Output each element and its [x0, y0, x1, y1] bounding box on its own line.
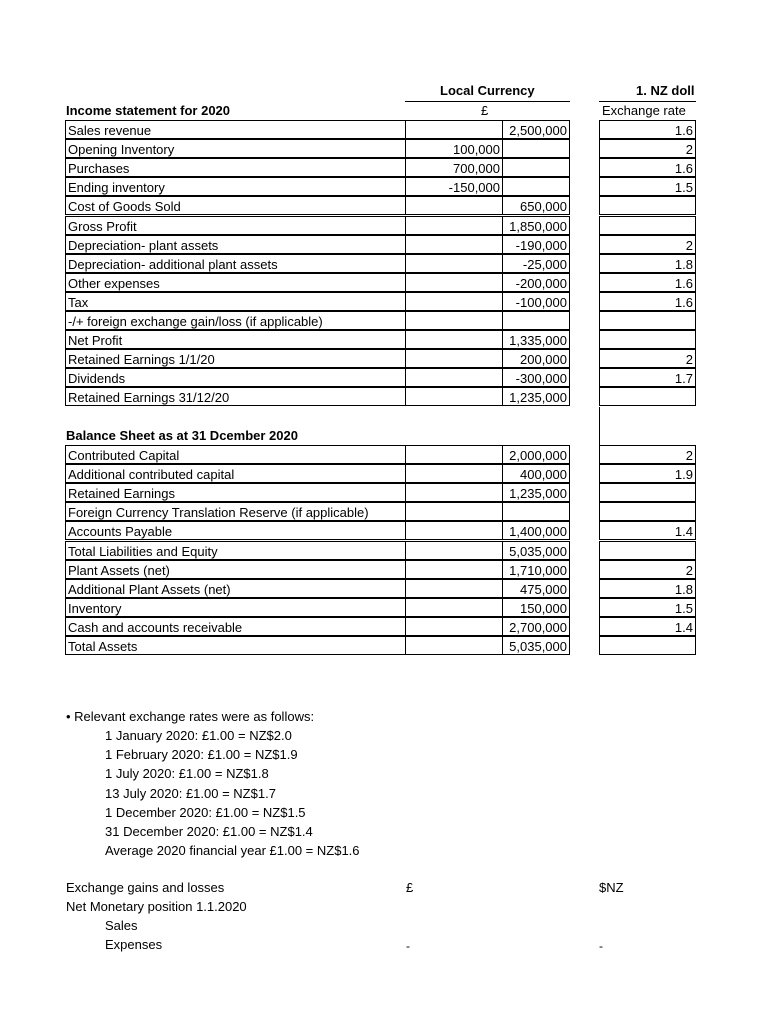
exchange-rate-cell[interactable]: 2: [599, 139, 696, 158]
exchange-rate-header: Exchange rate: [602, 103, 686, 118]
exchange-rate-cell[interactable]: 1.5: [599, 598, 696, 617]
exchange-rate-cell[interactable]: [599, 502, 696, 521]
fx-section-title: Exchange gains and losses: [66, 880, 225, 895]
total-amount-cell[interactable]: 5,035,000: [502, 541, 570, 560]
exchange-rate-cell[interactable]: 2: [599, 560, 696, 579]
row-label-total-assets[interactable]: Total Assets: [65, 636, 406, 655]
table-row: [0, 139, 768, 158]
detail-amount-cell[interactable]: [405, 254, 503, 273]
detail-amount-cell[interactable]: [405, 349, 503, 368]
table-row: [0, 445, 768, 464]
total-amount-cell[interactable]: 1,235,000: [502, 483, 570, 502]
table-row: [0, 368, 768, 387]
exchange-rate-cell[interactable]: 2: [599, 235, 696, 254]
row-label-ending-inventory[interactable]: Ending inventory: [65, 177, 406, 196]
exchange-rate-cell[interactable]: [599, 330, 696, 349]
row-label-depreciation-plant-assets[interactable]: Depreciation- plant assets: [65, 235, 406, 254]
detail-amount-cell[interactable]: [405, 330, 503, 349]
table-row: [0, 273, 768, 292]
total-amount-cell[interactable]: [502, 158, 570, 177]
table-row: [0, 311, 768, 330]
fx-gbp-header: £: [406, 880, 414, 895]
row-label-additional-contributed-capital[interactable]: Additional contributed capital: [65, 464, 406, 483]
table-row: [0, 216, 768, 235]
exchange-rate-cell[interactable]: 1.6: [599, 292, 696, 311]
row-label-retained-earnings-1-1-20[interactable]: Retained Earnings 1/1/20: [65, 349, 406, 368]
exchange-rate-cell[interactable]: 1.8: [599, 579, 696, 598]
table-row: [0, 617, 768, 636]
detail-amount-cell[interactable]: [405, 464, 503, 483]
rate-note: 1 July 2020: £1.00 = NZ$1.8: [105, 766, 269, 781]
exchange-rate-cell[interactable]: 1.5: [599, 177, 696, 196]
exchange-rate-cell[interactable]: [599, 196, 696, 215]
exchange-rate-cell[interactable]: [599, 541, 696, 560]
table-row: [0, 560, 768, 579]
exchange-rate-cell[interactable]: [599, 387, 696, 406]
table-row: [0, 387, 768, 406]
row-label-tax[interactable]: Tax: [65, 292, 406, 311]
fx-row-label: Sales: [105, 918, 138, 933]
table-row: [0, 636, 768, 655]
row-label-total-liabilities-and-equity[interactable]: Total Liabilities and Equity: [65, 541, 406, 560]
table-row: [0, 464, 768, 483]
detail-amount-cell[interactable]: -150,000: [405, 177, 503, 196]
rate-note: 1 January 2020: £1.00 = NZ$2.0: [105, 728, 292, 743]
row-label-foreign-exchange-gain-loss-if-applicable[interactable]: -/+ foreign exchange gain/loss (if applicable): [65, 311, 406, 330]
fx-nzd-sign: -: [599, 939, 603, 953]
rate-note: 1 February 2020: £1.00 = NZ$1.9: [105, 747, 298, 762]
row-label-additional-plant-assets-net[interactable]: Additional Plant Assets (net): [65, 579, 406, 598]
fx-row-label: Net Monetary position 1.1.2020: [66, 899, 247, 914]
detail-amount-cell[interactable]: [405, 541, 503, 560]
total-amount-cell[interactable]: 2,000,000: [502, 445, 570, 464]
total-amount-cell[interactable]: -300,000: [502, 368, 570, 387]
total-amount-cell[interactable]: 2,700,000: [502, 617, 570, 636]
total-amount-cell[interactable]: 5,035,000: [502, 636, 570, 655]
exchange-rate-cell[interactable]: 2: [599, 445, 696, 464]
detail-amount-cell[interactable]: [405, 216, 503, 235]
table-row: [0, 483, 768, 502]
balance-sheet-title: Balance Sheet as at 31 Dcember 2020: [66, 428, 298, 443]
total-amount-cell[interactable]: -190,000: [502, 235, 570, 254]
detail-amount-cell[interactable]: [405, 196, 503, 215]
exchange-rate-cell[interactable]: 1.6: [599, 158, 696, 177]
currency-symbol-header: £: [481, 103, 489, 118]
row-label-depreciation-additional-plant-assets[interactable]: Depreciation- additional plant assets: [65, 254, 406, 273]
exchange-rate-cell[interactable]: 1.8: [599, 254, 696, 273]
detail-amount-cell[interactable]: [405, 636, 503, 655]
detail-amount-cell[interactable]: [405, 120, 503, 139]
detail-amount-cell[interactable]: 100,000: [405, 139, 503, 158]
table-row: [0, 579, 768, 598]
total-amount-cell[interactable]: 150,000: [502, 598, 570, 617]
total-amount-cell[interactable]: -25,000: [502, 254, 570, 273]
rate-column-connector: [599, 407, 600, 447]
total-amount-cell[interactable]: 1,850,000: [502, 216, 570, 235]
rate-note: 1 December 2020: £1.00 = NZ$1.5: [105, 805, 306, 820]
detail-amount-cell[interactable]: [405, 235, 503, 254]
exchange-rate-cell[interactable]: [599, 311, 696, 330]
detail-amount-cell[interactable]: [405, 273, 503, 292]
rate-note: Average 2020 financial year £1.00 = NZ$1.6: [105, 843, 360, 858]
exchange-rate-cell[interactable]: 1.7: [599, 368, 696, 387]
detail-amount-cell[interactable]: [405, 502, 503, 521]
row-label-other-expenses[interactable]: Other expenses: [65, 273, 406, 292]
row-label-retained-earnings[interactable]: Retained Earnings: [65, 483, 406, 502]
local-currency-header: Local Currency: [440, 83, 535, 98]
nz-header-underline: [599, 101, 696, 102]
row-label-net-profit[interactable]: Net Profit: [65, 330, 406, 349]
detail-amount-cell[interactable]: [405, 579, 503, 598]
rate-note: 31 December 2020: £1.00 = NZ$1.4: [105, 824, 313, 839]
table-row: [0, 502, 768, 521]
row-label-retained-earnings-31-12-20[interactable]: Retained Earnings 31/12/20: [65, 387, 406, 406]
total-amount-cell[interactable]: -100,000: [502, 292, 570, 311]
table-row: [0, 196, 768, 215]
detail-amount-cell[interactable]: [405, 560, 503, 579]
fx-row-label: Expenses: [105, 937, 163, 952]
table-row: [0, 541, 768, 560]
detail-amount-cell[interactable]: [405, 521, 503, 540]
row-label-opening-inventory[interactable]: Opening Inventory: [65, 139, 406, 158]
total-amount-cell[interactable]: [502, 502, 570, 521]
exchange-rate-cell[interactable]: [599, 483, 696, 502]
header-underline: [405, 101, 570, 102]
exchange-rate-cell[interactable]: 1.4: [599, 617, 696, 636]
table-row: [0, 349, 768, 368]
detail-amount-cell[interactable]: [405, 445, 503, 464]
total-amount-cell[interactable]: 400,000: [502, 464, 570, 483]
table-row: [0, 158, 768, 177]
row-label-contributed-capital[interactable]: Contributed Capital: [65, 445, 406, 464]
row-label-foreign-currency-translation-reserve-if-applicable[interactable]: Foreign Currency Translation Reserve (if applicable): [65, 502, 406, 521]
total-amount-cell[interactable]: 1,335,000: [502, 330, 570, 349]
table-row: [0, 598, 768, 617]
total-amount-cell[interactable]: 475,000: [502, 579, 570, 598]
total-amount-cell[interactable]: 1,400,000: [502, 521, 570, 540]
table-row: [0, 521, 768, 540]
total-amount-cell[interactable]: [502, 139, 570, 158]
total-amount-cell[interactable]: 1,710,000: [502, 560, 570, 579]
row-label-dividends[interactable]: Dividends: [65, 368, 406, 387]
table-row: [0, 330, 768, 349]
table-row: [0, 292, 768, 311]
detail-amount-cell[interactable]: [405, 617, 503, 636]
exchange-rate-cell[interactable]: 1.9: [599, 464, 696, 483]
detail-amount-cell[interactable]: 700,000: [405, 158, 503, 177]
table-row: [0, 177, 768, 196]
exchange-rate-cell[interactable]: 1.4: [599, 521, 696, 540]
row-label-cost-of-goods-sold[interactable]: Cost of Goods Sold: [65, 196, 406, 215]
table-row: [0, 120, 768, 139]
fx-nzd-header: $NZ: [599, 880, 624, 895]
notes-intro: • Relevant exchange rates were as follows:: [66, 709, 315, 724]
total-amount-cell[interactable]: [502, 177, 570, 196]
exchange-rate-cell[interactable]: [599, 636, 696, 655]
total-amount-cell[interactable]: [502, 311, 570, 330]
row-label-purchases[interactable]: Purchases: [65, 158, 406, 177]
rate-note: 13 July 2020: £1.00 = NZ$1.7: [105, 786, 276, 801]
exchange-rate-cell[interactable]: 2: [599, 349, 696, 368]
exchange-rate-cell[interactable]: [599, 216, 696, 235]
exchange-rate-cell[interactable]: 1.6: [599, 120, 696, 139]
exchange-rate-cell[interactable]: 1.6: [599, 273, 696, 292]
table-row: [0, 254, 768, 273]
detail-amount-cell[interactable]: [405, 483, 503, 502]
table-row: [0, 235, 768, 254]
total-amount-cell[interactable]: -200,000: [502, 273, 570, 292]
total-amount-cell[interactable]: 650,000: [502, 196, 570, 215]
row-label-accounts-payable[interactable]: Accounts Payable: [65, 521, 406, 540]
fx-gbp-sign: -: [406, 939, 410, 953]
row-label-sales-revenue[interactable]: Sales revenue: [65, 120, 406, 139]
row-label-plant-assets-net[interactable]: Plant Assets (net): [65, 560, 406, 579]
detail-amount-cell[interactable]: [405, 598, 503, 617]
total-amount-cell[interactable]: 1,235,000: [502, 387, 570, 406]
income-statement-title: Income statement for 2020: [66, 103, 231, 118]
detail-amount-cell[interactable]: [405, 368, 503, 387]
detail-amount-cell[interactable]: [405, 311, 503, 330]
total-amount-cell[interactable]: 2,500,000: [502, 120, 570, 139]
nz-dollar-column-title: 1. NZ doll: [636, 83, 695, 98]
detail-amount-cell[interactable]: [405, 387, 503, 406]
row-label-inventory[interactable]: Inventory: [65, 598, 406, 617]
total-amount-cell[interactable]: 200,000: [502, 349, 570, 368]
row-label-gross-profit[interactable]: Gross Profit: [65, 216, 406, 235]
detail-amount-cell[interactable]: [405, 292, 503, 311]
row-label-cash-and-accounts-receivable[interactable]: Cash and accounts receivable: [65, 617, 406, 636]
